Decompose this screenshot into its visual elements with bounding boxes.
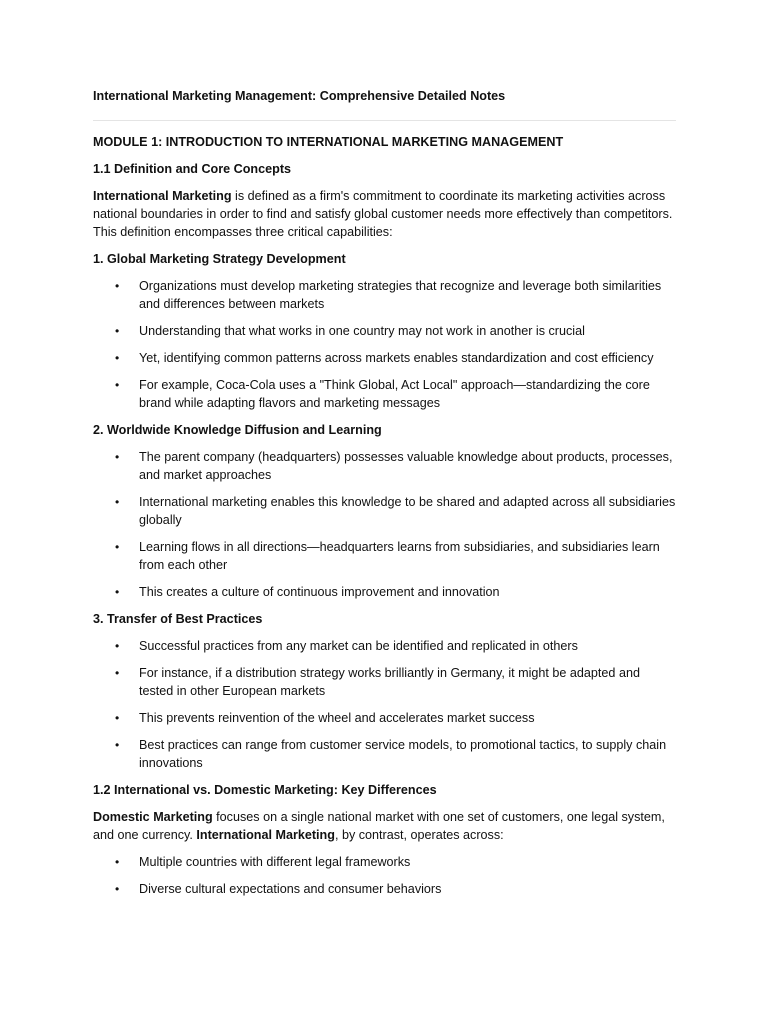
bullet-icon: • <box>115 666 120 680</box>
list-item-text: Learning flows in all directions—headquarters learns from subsidiaries, and subsidiaries learn from each other <box>139 540 660 572</box>
subheading-global-strategy: 1. Global Marketing Strategy Development <box>93 252 346 266</box>
section-heading-1-2: 1.2 International vs. Domestic Marketing: Key Differences <box>93 783 437 797</box>
section-heading-1-1: 1.1 Definition and Core Concepts <box>93 162 292 176</box>
list-item-text: For instance, if a distribution strategy works brilliantly in Germany, it might be adapted and tested in other European markets <box>139 666 640 698</box>
bullet-icon: • <box>115 855 120 869</box>
bullet-icon: • <box>115 738 120 752</box>
subheading-best-practices: 3. Transfer of Best Practices <box>93 612 263 626</box>
list-item-text: International marketing enables this knowledge to be shared and adapted across all subsidiaries globally <box>139 495 676 527</box>
list-item-text: This creates a culture of continuous improvement and innovation <box>139 585 500 599</box>
list-item-text: Multiple countries with different legal frameworks <box>139 855 411 869</box>
bullet-icon: • <box>115 711 120 725</box>
list-item <box>93 664 676 700</box>
comparison-paragraph <box>93 808 676 844</box>
bullet-list-knowledge-diffusion <box>93 448 676 601</box>
bullet-icon: • <box>115 378 120 392</box>
bullet-icon: • <box>115 324 120 338</box>
subheading-knowledge-diffusion: 2. Worldwide Knowledge Diffusion and Learning <box>93 423 382 437</box>
bullet-icon: • <box>115 495 120 509</box>
list-item <box>93 880 676 898</box>
title-divider <box>93 120 676 121</box>
list-item-text: Best practices can range from customer service models, to promotional tactics, to supply chain innovations <box>139 738 667 770</box>
bullet-icon: • <box>115 882 120 896</box>
definition-text: is defined as a firm's commitment to coordinate its marketing activities across national boundaries in order to find and satisfy global customer needs more effectively than competitors. This definition encompasses three critical capabilities: <box>93 189 673 239</box>
list-item <box>93 376 676 412</box>
document-title: International Marketing Management: Comprehensive Detailed Notes <box>93 89 506 103</box>
bullet-icon: • <box>115 585 120 599</box>
list-item-text: Understanding that what works in one country may not work in another is crucial <box>139 324 585 338</box>
bullet-list-differences <box>93 853 676 898</box>
bullet-icon: • <box>115 450 120 464</box>
bullet-icon: • <box>115 540 120 554</box>
module-heading: MODULE 1: INTRODUCTION TO INTERNATIONAL MARKETING MANAGEMENT <box>93 135 564 149</box>
list-item <box>93 637 676 655</box>
list-item-text: The parent company (headquarters) possesses valuable knowledge about products, processes, and market approaches <box>139 450 673 482</box>
list-item-text: Yet, identifying common patterns across markets enables standardization and cost efficiency <box>139 351 654 365</box>
bullet-icon: • <box>115 639 120 653</box>
list-item-text: Successful practices from any market can be identified and replicated in others <box>139 639 578 653</box>
list-item-text: Organizations must develop marketing strategies that recognize and leverage both similarities and differences between markets <box>139 279 662 311</box>
bullet-icon: • <box>115 279 120 293</box>
list-item <box>93 322 676 340</box>
list-item <box>93 736 676 772</box>
list-item-text: This prevents reinvention of the wheel and accelerates market success <box>139 711 535 725</box>
bullet-list-best-practices <box>93 637 676 772</box>
bullet-icon: • <box>115 351 120 365</box>
list-item <box>93 277 676 313</box>
list-item <box>93 538 676 574</box>
definition-paragraph <box>93 187 676 241</box>
bullet-list-global-strategy <box>93 277 676 412</box>
list-item <box>93 493 676 529</box>
term-domestic-marketing: Domestic Marketing <box>93 810 213 824</box>
term-international-marketing: International Marketing <box>93 189 232 203</box>
term-international-marketing-2: International Marketing <box>196 828 335 842</box>
list-item <box>93 853 676 871</box>
list-item <box>93 709 676 727</box>
list-item <box>93 448 676 484</box>
list-item-text: For example, Coca-Cola uses a "Think Global, Act Local" approach—standardizing the core brand while adapting flavors and marketing messages <box>139 378 650 410</box>
domestic-text: focuses on a single national market with one set of customers, one legal system, and one currency. <box>93 810 665 842</box>
list-item-text: Diverse cultural expectations and consumer behaviors <box>139 882 442 896</box>
list-item <box>93 349 676 367</box>
list-item <box>93 583 676 601</box>
international-text: , by contrast, operates across: <box>334 828 504 842</box>
